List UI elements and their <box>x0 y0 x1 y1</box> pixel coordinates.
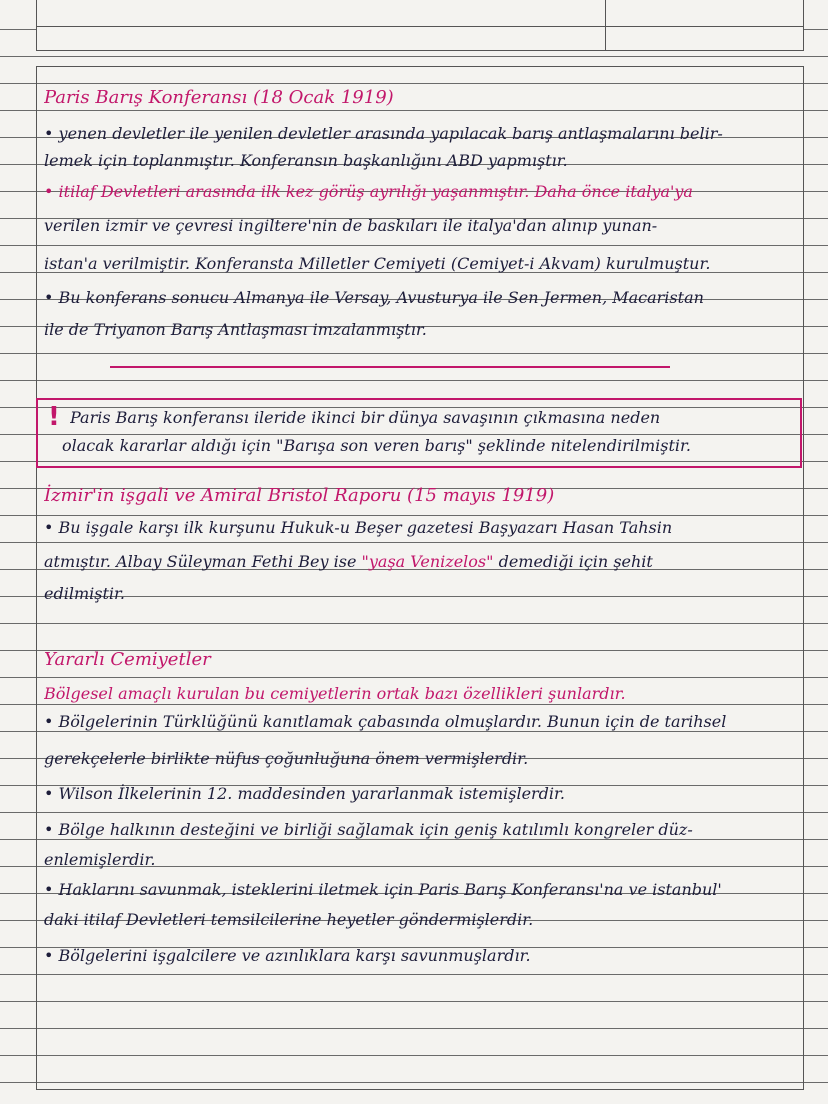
exclamation-icon: ! <box>48 402 60 432</box>
paragraph-line: • Bölge halkının desteğini ve birliği sağlamak için geniş katılımlı kongreler düz- <box>44 820 693 839</box>
text-segment: demediği için şehit <box>493 552 653 571</box>
text-segment: atmıştır. Albay Süleyman Fethi Bey ise <box>44 552 362 571</box>
paragraph-line: • Bu işgale karşı ilk kurşunu Hukuk-u Beşer gazetesi Başyazarı Hasan Tahsin <box>44 518 673 537</box>
section-title-paris-conference: Paris Barış Konferansı (18 Ocak 1919) <box>44 87 394 108</box>
section-title-izmir: İzmir'in işgali ve Amiral Bristol Raporu (15 mayıs 1919) <box>44 485 555 506</box>
top-table <box>36 0 804 51</box>
paragraph-line: daki itilaf Devletleri temsilcilerine heyetler göndermişlerdir. <box>44 910 534 929</box>
warning-line: olacak kararlar aldığı için "Barışa son veren barış" şeklinde nitelendirilmiştir. <box>62 436 691 455</box>
quote-text: "yaşa Venizelos" <box>361 552 494 571</box>
top-table-rule <box>37 26 803 27</box>
paragraph-line: • Bu konferans sonucu Almanya ile Versay, Avusturya ile Sen Jermen, Macaristan <box>44 288 704 307</box>
paragraph-line: ile de Triyanon Barış Antlaşması imzalanmıştır. <box>44 320 427 339</box>
paragraph-line: • yenen devletler ile yenilen devletler arasında yapılacak barış antlaşmalarını belir- <box>44 124 723 143</box>
paragraph-line: enlemişlerdir. <box>44 850 156 869</box>
paragraph-line <box>44 548 804 575</box>
paragraph-line: • itilaf Devletleri arasında ilk kez görüş ayrılığı yaşanmıştır. Daha önce italya'ya <box>44 182 693 201</box>
paragraph-line: verilen izmir ve çevresi ingiltere'nin de baskıları ile italya'dan alınıp yunan- <box>44 216 658 235</box>
paragraph-line: istan'a verilmiştir. Konferansta Milletler Cemiyeti (Cemiyet-i Akvam) kurulmuştur. <box>44 254 711 273</box>
paragraph-line: • Bölgelerinin Türklüğünü kanıtlamak çabasında olmuşlardır. Bunun için de tarihsel <box>44 712 727 731</box>
paragraph-line: lemek için toplanmıştır. Konferansın başkanlığını ABD yapmıştır. <box>44 151 568 170</box>
section-title-societies: Yararlı Cemiyetler <box>44 649 211 670</box>
paragraph-line: • Haklarını savunmak, isteklerini iletmek için Paris Barış Konferansı'na ve istanbul' <box>44 880 722 899</box>
section-subtitle: Bölgesel amaçlı kurulan bu cemiyetlerin ortak bazı özellikleri şunlardır. <box>44 684 626 703</box>
top-table-divider <box>605 0 606 50</box>
warning-line: Paris Barış konferansı ileride ikinci bir dünya savaşının çıkmasına neden <box>70 408 661 427</box>
section-separator <box>110 366 670 368</box>
paragraph-line: • Bölgelerini işgalcilere ve azınlıklara karşı savunmuşlardır. <box>44 946 531 965</box>
paragraph-line: • Wilson İlkelerinin 12. maddesinden yararlanmak istemişlerdir. <box>44 784 566 803</box>
paragraph-line: gerekçelerle birlikte nüfus çoğunluğuna önem vermişlerdir. <box>44 749 529 768</box>
paragraph-line: edilmiştir. <box>44 584 125 603</box>
